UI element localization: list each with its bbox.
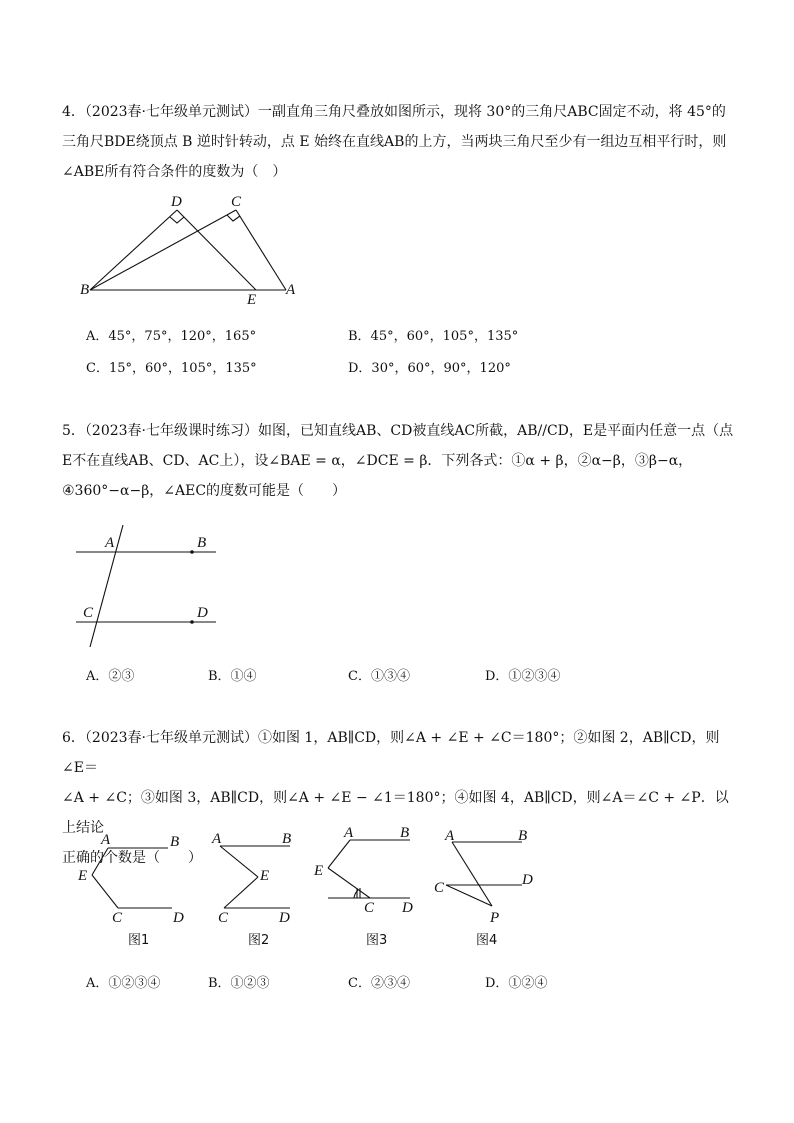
- q4-option-d[interactable]: D．30°，60°，90°，120°: [348, 361, 511, 376]
- f3-label-b: B: [400, 825, 410, 841]
- q5-point-d: [190, 620, 194, 624]
- q5-option-c[interactable]: C．①③④: [348, 669, 410, 684]
- f1-label-c: C: [112, 910, 123, 926]
- f2-label-d: D: [279, 910, 290, 926]
- q5-label-c: C: [83, 605, 94, 621]
- q4-figure: [76, 190, 306, 310]
- q6-figure-2: [204, 828, 304, 950]
- q5-label-d: D: [197, 605, 208, 621]
- q6-line-2: ∠A + ∠C；③如图 3，AB∥CD，则∠A + ∠E − ∠1＝180°；④如图 4，AB∥CD，则∠A＝∠C + ∠P．以上结论: [62, 790, 729, 836]
- q6-figure-4: [430, 822, 540, 950]
- q5-figure: [70, 525, 230, 655]
- q6-option-a[interactable]: A．①②③④: [86, 976, 161, 991]
- f2-label-e: E: [260, 868, 270, 884]
- q4-line-2: 三角尺BDE绕顶点 B 逆时针转动，点 E 始终在直线AB的上方，当两块三角尺至少有一组边互相平行时，则: [62, 134, 727, 150]
- q6-option-b[interactable]: B．①②③: [208, 976, 270, 991]
- q4-label-b: B: [80, 282, 90, 298]
- q6-line-3: 正确的个数是（ ）: [62, 850, 202, 866]
- f4-label-c: C: [434, 880, 445, 896]
- f2-label-c: C: [218, 910, 229, 926]
- q5-point-b: [190, 550, 194, 554]
- q4-edge-de: [177, 210, 256, 290]
- f1-label-d: D: [173, 910, 184, 926]
- q5-label-b: B: [197, 535, 207, 551]
- q6-option-c[interactable]: C．②③④: [348, 976, 410, 991]
- f4-label-d: D: [522, 872, 533, 888]
- q4-label-e: E: [247, 292, 257, 308]
- q5-label-a: A: [105, 535, 115, 551]
- f1-label-a: A: [101, 832, 111, 848]
- f3-label-d: D: [402, 900, 413, 916]
- q4-label-a: A: [286, 282, 296, 298]
- f3-caption: 图3: [366, 933, 388, 948]
- q4-option-b[interactable]: B．45°，60°，105°，135°: [348, 329, 519, 344]
- q4-label-d: D: [171, 194, 182, 210]
- q5-option-a[interactable]: A．②③: [86, 669, 135, 684]
- f3-label-e: E: [314, 863, 324, 879]
- q6-line-1: 6．（2023春·七年级单元测试）①如图 1，AB∥CD，则∠A + ∠E + ∠C＝180°；②如图 2，AB∥CD，则∠E＝: [62, 730, 720, 776]
- f4-label-p: P: [490, 910, 500, 926]
- f2-caption: 图2: [248, 933, 270, 948]
- f1-caption: 图1: [128, 933, 150, 948]
- f4-label-b: B: [518, 828, 528, 844]
- q4-option-a[interactable]: A．45°，75°，120°，165°: [86, 329, 257, 344]
- f2-label-a: A: [212, 831, 222, 847]
- question-5: [62, 416, 734, 506]
- q4-edge-bc: [90, 210, 236, 290]
- f1-label-b: B: [170, 834, 180, 850]
- f3-label-a: A: [344, 825, 354, 841]
- q6-figure-1: [76, 828, 196, 950]
- q4-line-1: 4．（2023春·七年级单元测试）一副直角三角尺叠放如图所示，现将 30°的三角尺ABC固定不动，将 45°的: [62, 104, 726, 120]
- f1-label-e: E: [78, 868, 88, 884]
- q4-line-3: ∠ABE所有符合条件的度数为（ ）: [62, 164, 287, 180]
- q4-right-angle-c: [227, 215, 240, 221]
- q5-option-d[interactable]: D．①②③④: [485, 669, 561, 684]
- q5-line-3: ④360°−α−β，∠AEC的度数可能是（ ）: [62, 483, 347, 499]
- f3-label-c: C: [364, 900, 375, 916]
- q4-label-c: C: [231, 194, 242, 210]
- f4-label-a: A: [445, 828, 455, 844]
- q4-option-c[interactable]: C．15°，60°，105°，135°: [86, 361, 257, 376]
- q6-figure-3: [310, 820, 420, 950]
- question-4: [62, 97, 734, 187]
- f4-caption: 图4: [476, 933, 498, 948]
- q5-line-1: 5．（2023春·七年级课时练习）如图，已知直线AB、CD被直线AC所截，AB//CD，E是平面内任意一点（点: [62, 423, 734, 439]
- f2-label-b: B: [282, 831, 292, 847]
- q5-line-2: E不在直线AB、CD、AC上），设∠BAE = α，∠DCE = β．下列各式：①α + β，②α−β，③β−α，: [62, 453, 693, 469]
- q5-option-b[interactable]: B．①④: [208, 669, 257, 684]
- q6-option-d[interactable]: D．①②④: [485, 976, 548, 991]
- q4-right-angle-d: [170, 217, 184, 223]
